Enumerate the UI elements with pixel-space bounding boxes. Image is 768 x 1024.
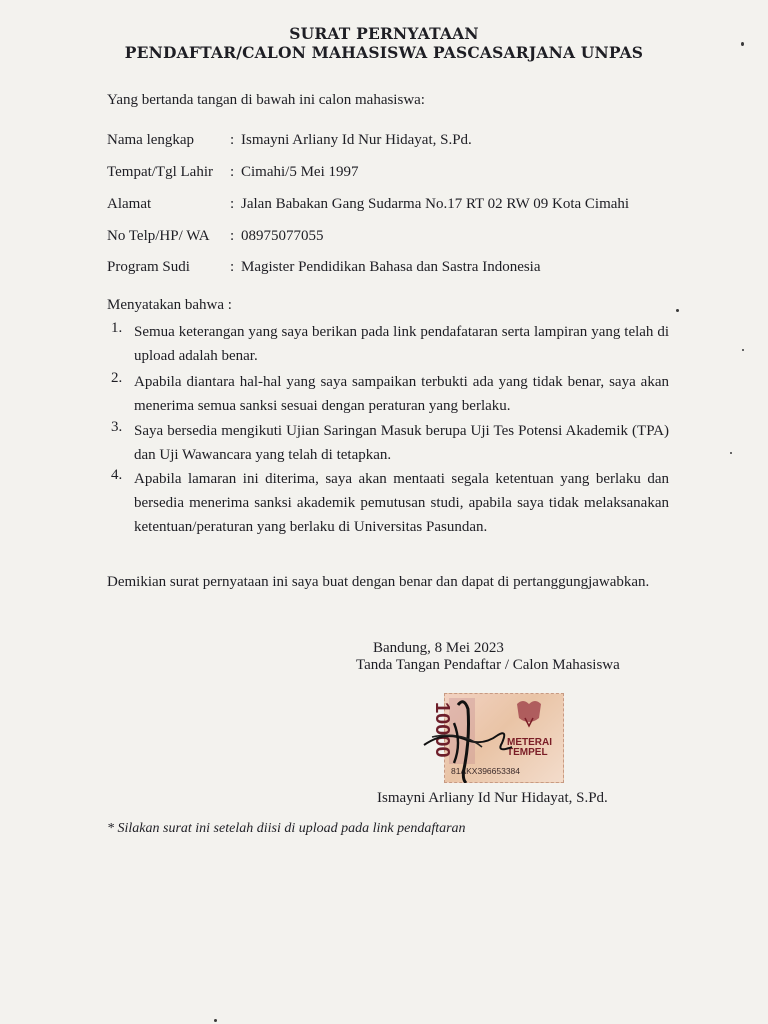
field-colon: : <box>230 164 235 180</box>
scan-speck <box>742 349 744 351</box>
statement-number: 3. <box>111 419 123 435</box>
scan-speck <box>214 1019 217 1022</box>
field-label-address: Alamat <box>107 196 152 212</box>
scan-speck <box>730 452 732 454</box>
statement-text: Apabila lamaran ini diterima, saya akan mentaati segala ketentuan yang berlaku dan bersedia menerima sanksi akademik pemutusan studi, apabila saya tidak melaksanakan ketentuan/peraturan yang berlaku di Universitas Pasundan. <box>134 471 669 535</box>
field-value-birth: Cimahi/5 Mei 1997 <box>241 164 359 180</box>
stamp-label-line1: METERAI <box>507 737 552 748</box>
signer-name: Ismayni Arliany Id Nur Hidayat, S.Pd. <box>377 790 608 806</box>
declaration-heading: Menyatakan bahwa : <box>107 297 232 313</box>
stamp-label-line2: TEMPEL <box>507 747 548 758</box>
stamp-serial: 81AKX396653384 <box>451 766 521 776</box>
field-value-program: Magister Pendidikan Bahasa dan Sastra Indonesia <box>241 259 541 275</box>
field-label-birth: Tempat/Tgl Lahir <box>107 164 213 180</box>
place-date: Bandung, 8 Mei 2023 <box>373 640 504 656</box>
scan-speck <box>741 42 744 46</box>
footnote: * Silakan surat ini setelah diisi di upload pada link pendaftaran <box>107 821 466 836</box>
intro-text: Yang bertanda tangan di bawah ini calon mahasiswa: <box>107 92 425 108</box>
document-title: SURAT PERNYATAAN <box>289 24 479 43</box>
statement-number: 4. <box>111 467 123 483</box>
field-label-phone: No Telp/HP/ WA <box>107 228 210 244</box>
field-value-address: Jalan Babakan Gang Sudarma No.17 RT 02 RW 09 Kota Cimahi <box>241 196 630 212</box>
field-colon: : <box>230 196 235 212</box>
field-label-program: Program Sudi <box>107 259 190 275</box>
statement-number: 2. <box>111 370 123 386</box>
field-label-name: Nama lengkap <box>107 132 195 148</box>
field-value-name: Ismayni Arliany Id Nur Hidayat, S.Pd. <box>241 132 472 148</box>
statement-text: Saya bersedia mengikuti Ujian Saringan Masuk berupa Uji Tes Potensi Akademik (TPA) dan Uji Wawancara yang telah di tetapkan. <box>134 423 669 463</box>
field-colon: : <box>230 132 235 148</box>
field-value-phone: 08975077055 <box>241 228 324 244</box>
statement-number: 1. <box>111 320 123 336</box>
signature-title: Tanda Tangan Pendaftar / Calon Mahasiswa <box>356 657 620 673</box>
document-subtitle: PENDAFTAR/CALON MAHASISWA PASCASARJANA UNPAS <box>124 43 644 62</box>
field-colon: : <box>230 259 235 275</box>
scan-speck <box>676 309 679 312</box>
closing-paragraph: Demikian surat pernyataan ini saya buat dengan benar dan dapat di pertanggungjawabkan. <box>107 574 650 590</box>
stamp-nominal: 10000 <box>431 702 453 758</box>
field-colon: : <box>230 228 235 244</box>
handwritten-signature <box>418 693 558 783</box>
statement-text: Apabila diantara hal-hal yang saya sampaikan terbukti ada yang tidak benar, saya akan menerima semua sanksi sesuai dengan peraturan yang berlaku. <box>134 374 669 414</box>
statement-text: Semua keterangan yang saya berikan pada link pendafataran serta lampiran yang telah di upload adalah benar. <box>134 324 669 364</box>
